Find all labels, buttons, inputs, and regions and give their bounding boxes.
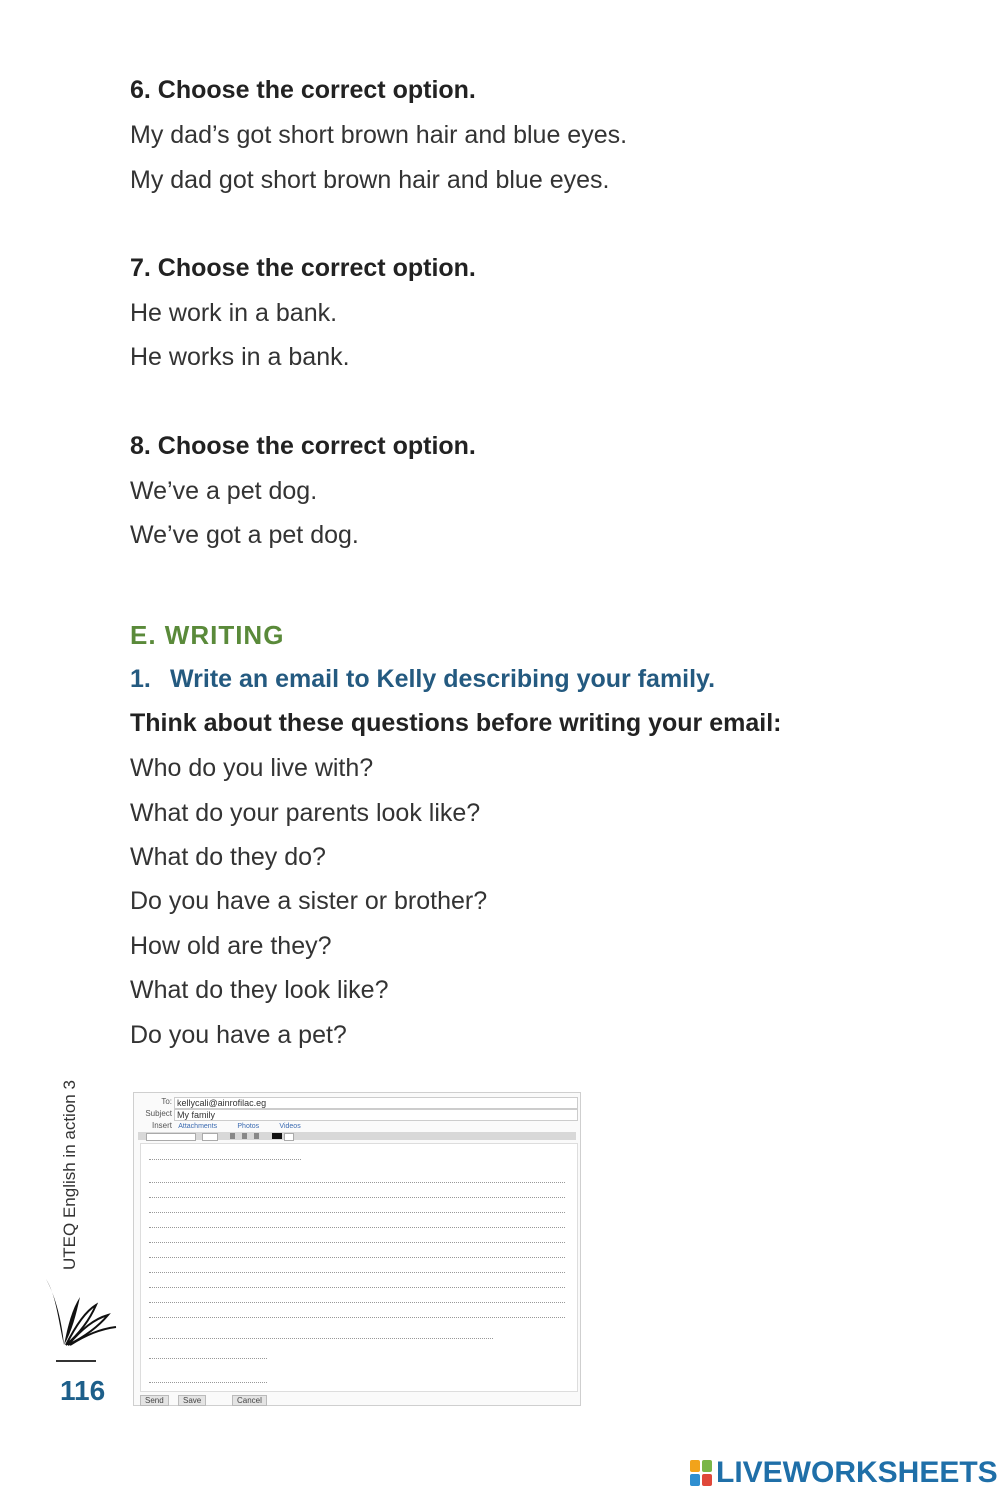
email-insert-label: Insert <box>151 1121 172 1130</box>
writing-line <box>149 1212 565 1213</box>
cancel-button[interactable]: Cancel <box>232 1395 267 1406</box>
prompt-line: What do your parents look like? <box>130 799 481 827</box>
insert-videos-link[interactable]: Videos <box>279 1123 301 1130</box>
writing-line <box>149 1338 493 1339</box>
question-8-title: 8. Choose the correct option. <box>130 432 476 460</box>
question-7-option-2[interactable]: He works in a bank. <box>130 343 350 371</box>
email-subject-label: Subject <box>145 1109 172 1118</box>
liveworksheets-logo <box>690 1455 998 1491</box>
color-icon[interactable] <box>272 1133 282 1139</box>
question-8-option-2[interactable]: We’ve got a pet dog. <box>130 521 359 549</box>
underline-icon[interactable] <box>254 1133 259 1139</box>
writing-line <box>149 1197 565 1198</box>
writing-line <box>149 1182 565 1183</box>
writing-line <box>149 1302 565 1303</box>
insert-photos-link[interactable]: Photos <box>237 1123 260 1130</box>
question-7-option-1[interactable]: He work in a bank. <box>130 299 338 327</box>
bold-icon[interactable] <box>230 1133 235 1139</box>
writing-line <box>149 1382 267 1383</box>
page-number: 116 <box>60 1375 106 1406</box>
email-form <box>133 1092 581 1406</box>
email-to-label: To: <box>161 1097 172 1106</box>
writing-line <box>149 1159 301 1160</box>
section-title: E. WRITING <box>130 620 285 650</box>
email-to-row <box>138 1097 176 1106</box>
insert-attachments-link[interactable]: Attachments <box>178 1123 218 1130</box>
question-6-option-2[interactable]: My dad got short brown hair and blue eyes. <box>130 166 610 194</box>
book-title-vertical: UTEQ English in action 3 <box>60 1080 79 1270</box>
prompt-line: Who do you live with? <box>130 754 374 782</box>
question-7-title: 7. Choose the correct option. <box>130 254 476 282</box>
save-button[interactable]: Save <box>178 1395 206 1406</box>
task-instruction <box>130 665 715 694</box>
task-text: Write an email to Kelly describing your family. <box>170 665 716 693</box>
prompt-line: How old are they? <box>130 932 332 960</box>
writing-line <box>149 1227 565 1228</box>
email-subject-field[interactable]: My family <box>174 1109 578 1121</box>
prompt-line: What do they look like? <box>130 976 389 1004</box>
writing-line <box>149 1272 565 1273</box>
liveworksheets-logo-text: LIVEWORKSHEETS <box>716 1456 998 1489</box>
think-heading: Think about these questions before writing your email: <box>130 709 782 737</box>
send-button[interactable]: Send <box>140 1395 169 1406</box>
prompt-line: Do you have a pet? <box>130 1021 347 1049</box>
font-size-select[interactable] <box>202 1133 218 1141</box>
side-divider <box>56 1360 96 1362</box>
writing-line <box>149 1287 565 1288</box>
italic-icon[interactable] <box>242 1133 247 1139</box>
liveworksheets-logo-icon <box>690 1460 712 1486</box>
question-6-title: 6. Choose the correct option. <box>130 76 476 104</box>
email-insert-row <box>138 1121 319 1130</box>
writing-line <box>149 1358 267 1359</box>
font-select[interactable] <box>146 1133 196 1141</box>
email-subject-row <box>138 1109 176 1118</box>
task-number: 1. <box>130 665 151 693</box>
writing-line <box>149 1317 565 1318</box>
writing-line <box>149 1242 565 1243</box>
question-8-option-1[interactable]: We’ve a pet dog. <box>130 477 318 505</box>
formatting-toolbar[interactable] <box>138 1132 576 1140</box>
highlight-icon[interactable] <box>284 1133 294 1141</box>
email-to-field[interactable]: kellycali@ainrofilac.eg <box>174 1097 578 1109</box>
writing-line <box>149 1257 565 1258</box>
question-6-option-1[interactable]: My dad’s got short brown hair and blue eyes. <box>130 121 628 149</box>
open-book-icon <box>42 1275 120 1347</box>
prompt-line: Do you have a sister or brother? <box>130 887 488 915</box>
email-body-textarea[interactable] <box>140 1143 578 1392</box>
prompt-line: What do they do? <box>130 843 326 871</box>
